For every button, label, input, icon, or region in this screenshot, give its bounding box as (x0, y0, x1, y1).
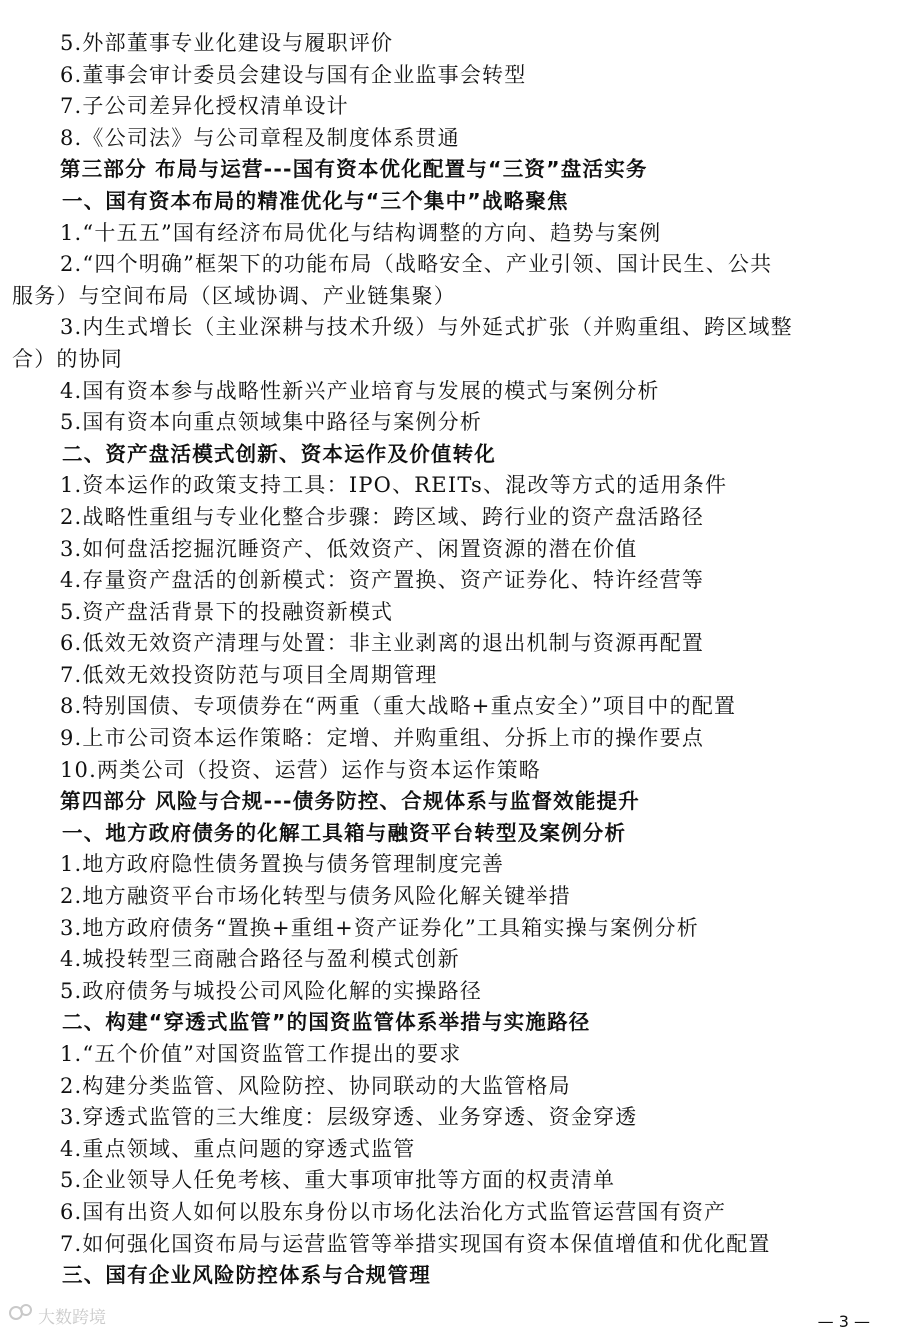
list-item: 6.低效无效资产清理与处置：非主业剥离的退出机制与资源再配置 (60, 631, 705, 656)
list-item-continuation: 服务）与空间布局（区域协调、产业链集聚） (12, 283, 456, 308)
list-item: 3.地方政府债务“置换+重组+资产证券化”工具箱实操与案例分析 (60, 915, 699, 940)
list-item: 7.如何强化国资布局与运营监管等举措实现国有资本保值增值和优化配置 (60, 1231, 771, 1256)
list-item: 4.国有资本参与战略性新兴产业培育与发展的模式与案例分析 (60, 378, 660, 403)
list-item: 7.子公司差异化授权清单设计 (60, 94, 349, 119)
list-item: 2.构建分类监管、风险防控、协同联动的大监管格局 (60, 1073, 571, 1098)
list-item: 4.存量资产盘活的创新模式：资产置换、资产证券化、特许经营等 (60, 568, 705, 593)
list-item: 5.政府债务与城投公司风险化解的实操路径 (60, 978, 483, 1003)
list-item: 1.“五个价值”对国资监管工作提出的要求 (60, 1042, 462, 1066)
list-item: 3.内生式增长（主业深耕与技术升级）与外延式扩张（并购重组、跨区域整 (60, 315, 793, 340)
section-heading: 二、资产盘活模式创新、资本运作及价值转化 (62, 441, 496, 466)
watermark-text: 大数跨境 (38, 1307, 106, 1328)
list-item: 2.战略性重组与专业化整合步骤：跨区域、跨行业的资产盘活路径 (60, 504, 705, 529)
document-body (0, 28, 900, 1292)
list-item: 4.重点领域、重点问题的穿透式监管 (60, 1136, 416, 1161)
list-item-continuation: 合）的协同 (12, 346, 123, 371)
list-item: 6.国有出资人如何以股东身份以市场化法治化方式监管运营国有资产 (60, 1199, 727, 1224)
part-heading: 第四部分 风险与合规---债务防控、合规体系与监督效能提升 (60, 789, 640, 814)
list-item: 8.《公司法》与公司章程及制度体系贯通 (60, 125, 460, 150)
section-heading: 二、构建“穿透式监管”的国资监管体系举措与实施路径 (62, 1010, 591, 1035)
watermark (8, 1302, 106, 1328)
list-item: 4.城投转型三商融合路径与盈利模式创新 (60, 947, 460, 972)
section-heading: 三、国有企业风险防控体系与合规管理 (62, 1263, 431, 1288)
list-item: 1.资本运作的政策支持工具：IPO、REITs、混改等方式的适用条件 (60, 473, 728, 498)
list-item: 1.地方政府隐性债务置换与债务管理制度完善 (60, 852, 505, 877)
list-item: 5.外部董事专业化建设与履职评价 (60, 31, 394, 55)
list-item: 3.如何盘活挖掘沉睡资产、低效资产、闲置资源的潜在价值 (60, 536, 638, 561)
list-item: 7.低效无效投资防范与项目全周期管理 (60, 662, 438, 687)
list-item: 1.“十五五”国有经济布局优化与结构调整的方向、趋势与案例 (60, 220, 662, 245)
list-item: 9.上市公司资本运作策略：定增、并购重组、分拆上市的操作要点 (60, 726, 705, 751)
list-item: 2.“四个明确”框架下的功能布局（战略安全、产业引领、国计民生、公共 (60, 252, 773, 277)
list-item: 10.两类公司（投资、运营）运作与资本运作策略 (60, 757, 541, 782)
list-item: 2.地方融资平台市场化转型与债务风险化解关键举措 (60, 884, 571, 909)
brand-logo-icon (8, 1302, 34, 1329)
list-item: 8.特别国债、专项债券在“两重（重大战略+重点安全）”项目中的配置 (60, 694, 737, 719)
page-number: — 3 — (817, 1312, 870, 1331)
list-item: 5.国有资本向重点领域集中路径与案例分析 (60, 410, 483, 435)
section-heading: 一、国有资本布局的精准优化与“三个集中”战略聚焦 (62, 188, 569, 213)
list-item: 6.董事会审计委员会建设与国有企业监事会转型 (60, 62, 527, 87)
list-item: 5.资产盘活背景下的投融资新模式 (60, 599, 394, 624)
part-heading: 第三部分 布局与运营---国有资本优化配置与“三资”盘活实务 (60, 157, 648, 182)
list-item: 5.企业领导人任免考核、重大事项审批等方面的权责清单 (60, 1168, 616, 1193)
list-item: 3.穿透式监管的三大维度：层级穿透、业务穿透、资金穿透 (60, 1105, 638, 1130)
section-heading: 一、地方政府债务的化解工具箱与融资平台转型及案例分析 (62, 820, 627, 845)
